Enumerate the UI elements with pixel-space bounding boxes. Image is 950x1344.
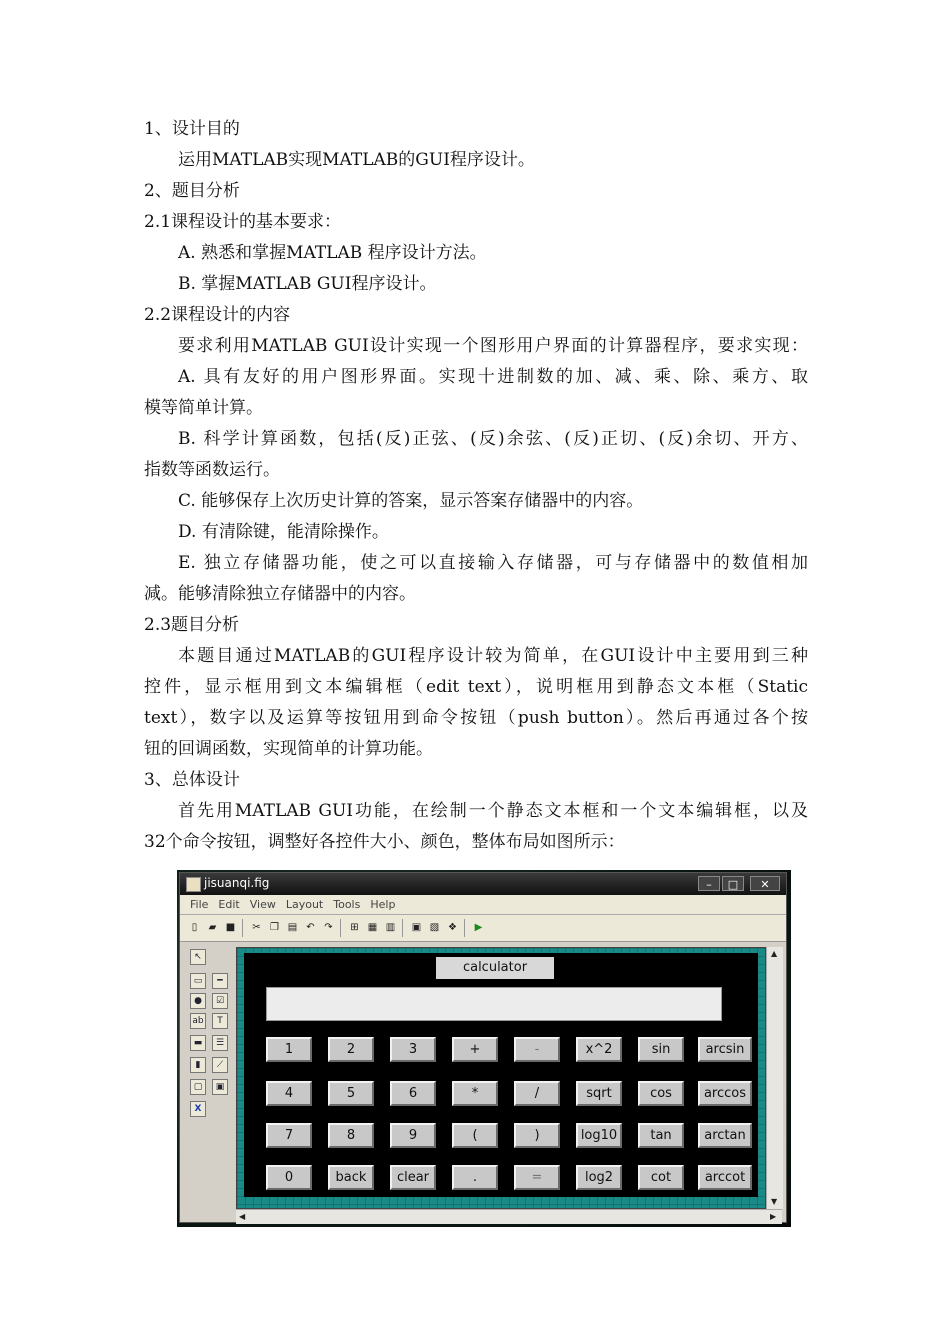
horizontal-scrollbar[interactable] bbox=[236, 1209, 782, 1224]
calc-key[interactable]: 6 bbox=[390, 1081, 436, 1106]
align-objects-icon[interactable]: ⊞ bbox=[350, 922, 359, 933]
calc-key[interactable]: log2 bbox=[576, 1165, 622, 1190]
tab-order-icon[interactable]: ▥ bbox=[385, 922, 396, 933]
select-pointer-icon[interactable]: ↖ bbox=[190, 949, 206, 965]
calc-key[interactable]: / bbox=[514, 1081, 560, 1106]
text-line: E. 独立存储器功能，使之可以直接输入存储器，可与存储器中的数值相加 bbox=[178, 553, 808, 573]
calc-key[interactable]: arccos bbox=[698, 1081, 752, 1106]
menu-editor-icon[interactable]: ▦ bbox=[367, 922, 378, 933]
slider-tool-icon[interactable]: ━ bbox=[212, 973, 228, 989]
toggle-button-tool-icon[interactable]: ▮ bbox=[190, 1057, 206, 1073]
scroll-right-icon[interactable]: ▶ bbox=[770, 1212, 777, 1221]
calc-key[interactable]: sqrt bbox=[576, 1081, 622, 1106]
open-folder-icon[interactable]: ▰ bbox=[208, 922, 217, 933]
text-line: 2.3题目分析 bbox=[144, 615, 240, 635]
text-line: 1、设计目的 bbox=[144, 119, 240, 139]
edit-text-tool-icon[interactable]: ab bbox=[190, 1013, 206, 1029]
button-group-tool-icon[interactable]: ▣ bbox=[212, 1079, 228, 1095]
radio-button-tool-icon[interactable]: ● bbox=[190, 993, 206, 1009]
object-browser-icon[interactable]: ❖ bbox=[448, 922, 457, 933]
menu-item-file[interactable]: File bbox=[190, 898, 209, 911]
text-line: 2、题目分析 bbox=[144, 181, 240, 201]
calc-key[interactable]: = bbox=[514, 1165, 560, 1190]
document-body bbox=[144, 114, 808, 858]
text-line: 2.1课程设计的基本要求： bbox=[144, 212, 342, 232]
text-line: B. 掌握MATLAB GUI程序设计。 bbox=[178, 274, 437, 294]
text-line: 2.2课程设计的内容 bbox=[144, 305, 291, 325]
menu-item-edit[interactable]: Edit bbox=[218, 898, 240, 911]
minimize-icon[interactable]: – bbox=[698, 876, 720, 891]
window-title: jisuanqi.fig bbox=[204, 876, 270, 890]
text-line: 首先用MATLAB GUI功能，在绘制一个静态文本框和一个文本编辑框，以及 bbox=[178, 801, 808, 821]
calc-key[interactable]: 9 bbox=[390, 1123, 436, 1148]
calc-key[interactable]: 3 bbox=[390, 1037, 436, 1062]
text-line: 本题目通过MATLAB的GUI程序设计较为简单，在GUI设计中主要用到三种 bbox=[178, 646, 808, 666]
text-line: 减。能够清除独立存储器中的内容。 bbox=[144, 584, 416, 604]
vertical-scrollbar[interactable] bbox=[766, 947, 783, 1209]
component-palette bbox=[186, 947, 237, 1219]
checkbox-tool-icon[interactable]: ☑ bbox=[212, 993, 228, 1009]
calc-key[interactable]: 4 bbox=[266, 1081, 312, 1106]
text-line: C. 能够保存上次历史计算的答案，显示答案存储器中的内容。 bbox=[178, 491, 644, 511]
text-line: A. 具有友好的用户图形界面。实现十进制数的加、减、乘、除、乘方、取 bbox=[178, 367, 808, 387]
calc-key[interactable]: log10 bbox=[576, 1123, 622, 1148]
text-line: 控件，显示框用到文本编辑框（edit text），说明框用到静态文本框（Static bbox=[144, 677, 808, 697]
activex-tool-icon[interactable]: X bbox=[190, 1101, 206, 1117]
scroll-left-icon[interactable]: ◀ bbox=[239, 1212, 246, 1221]
undo-icon[interactable]: ↶ bbox=[306, 922, 315, 933]
calc-key[interactable]: + bbox=[452, 1037, 498, 1062]
push-button-tool-icon[interactable]: ▭ bbox=[190, 973, 206, 989]
calc-key[interactable]: arcsin bbox=[698, 1037, 752, 1062]
calc-key[interactable]: 8 bbox=[328, 1123, 374, 1148]
static-text-tool-icon[interactable]: T bbox=[212, 1013, 228, 1029]
m-file-editor-icon[interactable]: ▣ bbox=[411, 922, 422, 933]
redo-icon[interactable]: ↷ bbox=[324, 922, 333, 933]
calc-key[interactable]: clear bbox=[390, 1165, 436, 1190]
calc-key[interactable]: arccot bbox=[698, 1165, 752, 1190]
calc-key[interactable]: sin bbox=[638, 1037, 684, 1062]
calculator-title: calculator bbox=[436, 957, 554, 979]
menu-bar bbox=[180, 895, 786, 915]
calc-key[interactable]: 0 bbox=[266, 1165, 312, 1190]
display-edit-text[interactable] bbox=[266, 987, 722, 1021]
text-line: 3、总体设计 bbox=[144, 770, 240, 790]
text-line: text），数字以及运算等按钮用到命令按钮（push button）。然后再通过各个按 bbox=[144, 708, 808, 728]
text-line: B. 科学计算函数，包括(反)正弦、(反)余弦、(反)正切、(反)余切、开方、 bbox=[178, 429, 808, 449]
calculator-panel bbox=[244, 953, 758, 1197]
title-bar bbox=[180, 873, 786, 895]
cut-icon[interactable]: ✂ bbox=[252, 922, 261, 933]
calc-key[interactable]: ) bbox=[514, 1123, 560, 1148]
calc-key[interactable]: 7 bbox=[266, 1123, 312, 1148]
run-icon[interactable]: ▶ bbox=[474, 922, 483, 933]
calc-key[interactable]: - bbox=[514, 1037, 560, 1062]
calc-key[interactable]: cot bbox=[638, 1165, 684, 1190]
calc-key[interactable]: 1 bbox=[266, 1037, 312, 1062]
text-line: 指数等函数运行。 bbox=[144, 460, 280, 480]
text-line: 要求利用MATLAB GUI设计实现一个图形用户界面的计算器程序，要求实现： bbox=[178, 336, 808, 356]
calc-key[interactable]: * bbox=[452, 1081, 498, 1106]
text-line: 钮的回调函数，实现简单的计算功能。 bbox=[144, 739, 433, 759]
gui-screenshot-figure bbox=[177, 870, 791, 1227]
menu-item-view[interactable]: View bbox=[249, 898, 276, 911]
figure-file-icon bbox=[186, 877, 201, 892]
panel-tool-icon[interactable]: ▢ bbox=[190, 1079, 206, 1095]
toolbar bbox=[180, 915, 786, 942]
listbox-tool-icon[interactable]: ☰ bbox=[212, 1035, 228, 1051]
calc-key[interactable]: arctan bbox=[698, 1123, 752, 1148]
calc-key[interactable]: tan bbox=[638, 1123, 684, 1148]
copy-icon[interactable]: ❐ bbox=[270, 922, 279, 933]
maximize-icon[interactable]: □ bbox=[722, 876, 744, 891]
calc-key[interactable]: back bbox=[328, 1165, 374, 1190]
close-icon[interactable]: ✕ bbox=[750, 876, 780, 891]
paste-icon[interactable]: ▤ bbox=[287, 922, 298, 933]
text-line: 模等简单计算。 bbox=[144, 398, 263, 418]
text-line: 32个命令按钮，调整好各控件大小、颜色，整体布局如图所示： bbox=[144, 832, 625, 852]
axes-tool-icon[interactable]: ⟋ bbox=[212, 1057, 228, 1073]
save-icon[interactable]: ■ bbox=[225, 922, 236, 933]
scroll-down-icon[interactable]: ▼ bbox=[771, 1197, 778, 1206]
calc-key[interactable]: cos bbox=[638, 1081, 684, 1106]
calc-key[interactable]: x^2 bbox=[576, 1037, 622, 1062]
guide-window bbox=[179, 872, 787, 1223]
text-line: D. 有清除键，能清除操作。 bbox=[178, 522, 389, 542]
new-file-icon[interactable]: ▯ bbox=[191, 922, 198, 933]
calc-key[interactable]: 2 bbox=[328, 1037, 374, 1062]
menu-item-layout[interactable]: Layout bbox=[285, 898, 324, 911]
menu-item-tools[interactable]: Tools bbox=[333, 898, 361, 911]
calc-key[interactable]: ( bbox=[452, 1123, 498, 1148]
text-line: A. 熟悉和掌握MATLAB 程序设计方法。 bbox=[178, 243, 487, 263]
popup-menu-tool-icon[interactable]: ▬ bbox=[190, 1035, 206, 1051]
scroll-up-icon[interactable]: ▲ bbox=[771, 949, 778, 958]
calc-key[interactable]: . bbox=[452, 1165, 498, 1190]
property-inspector-icon[interactable]: ▧ bbox=[429, 922, 440, 933]
menu-item-help[interactable]: Help bbox=[370, 898, 396, 911]
calc-key[interactable]: 5 bbox=[328, 1081, 374, 1106]
text-line: 运用MATLAB实现MATLAB的GUI程序设计。 bbox=[178, 150, 535, 170]
